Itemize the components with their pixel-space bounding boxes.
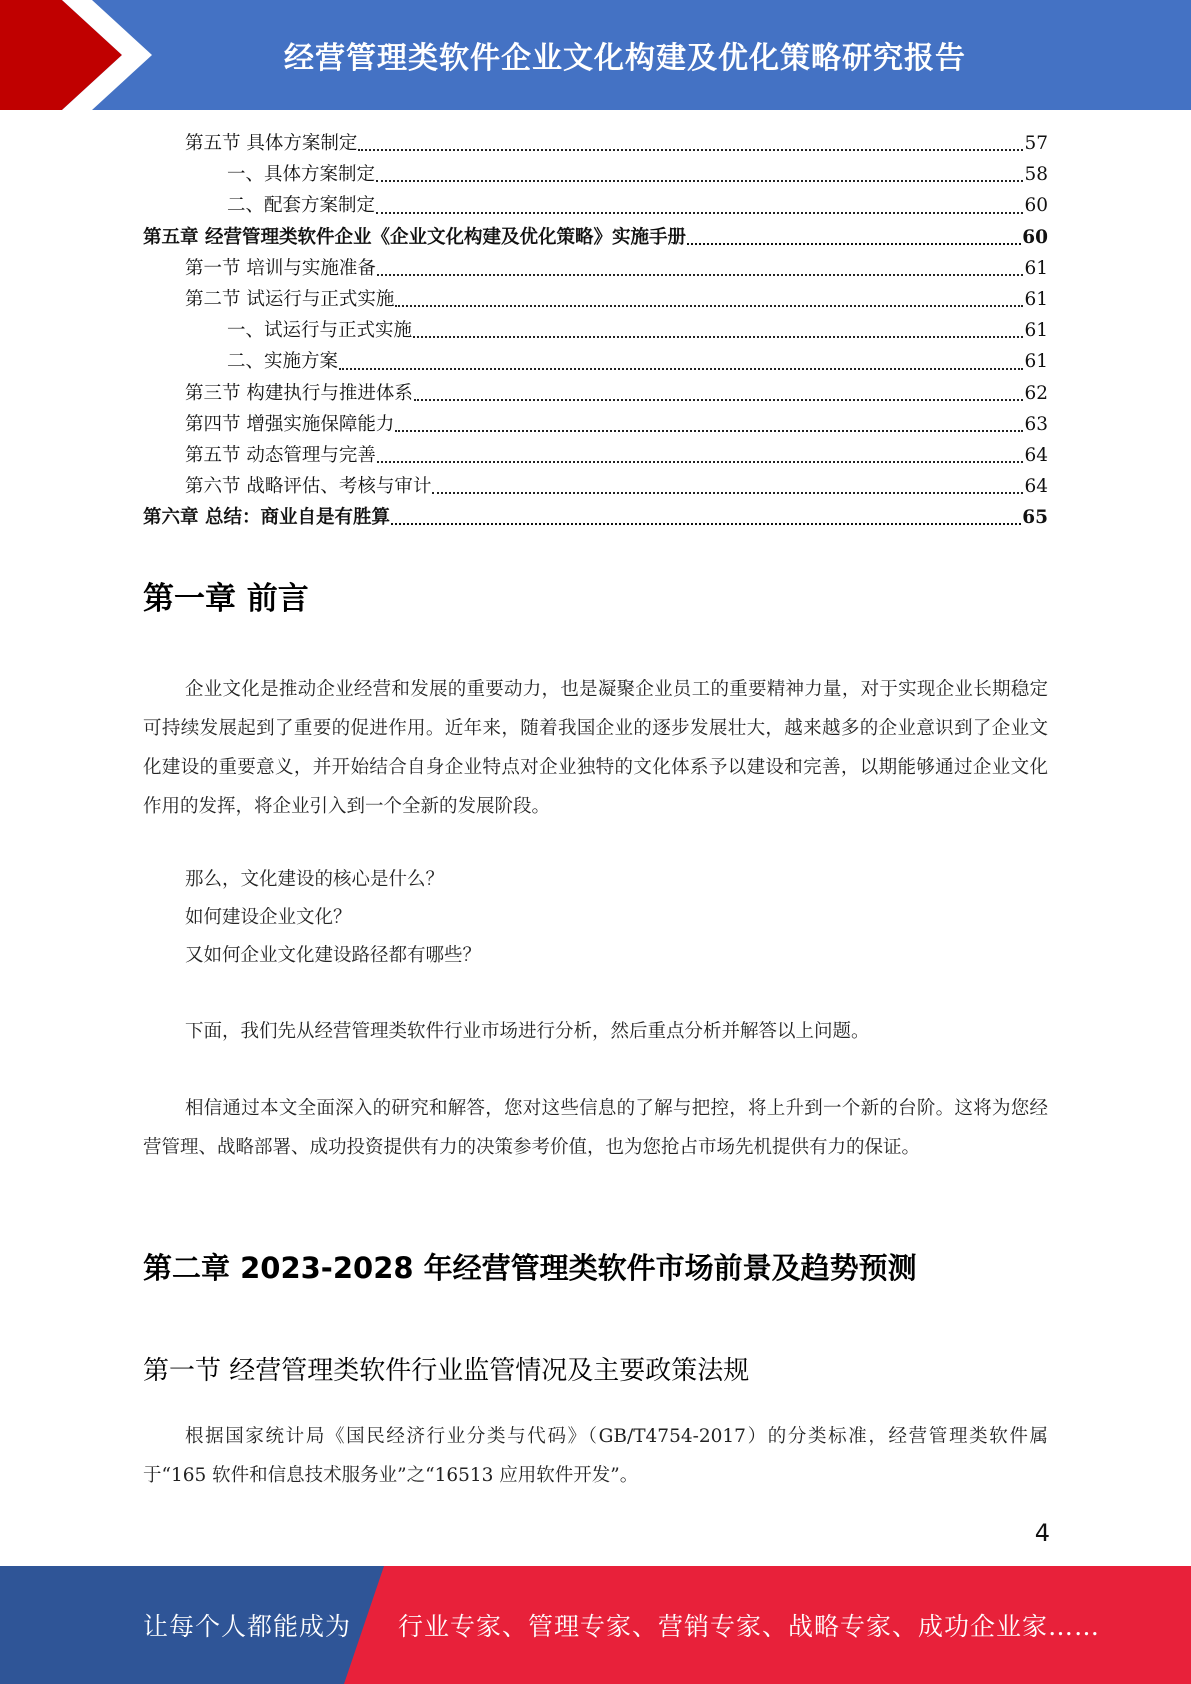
toc-entry-label: 第二节 试运行与正式实施: [185, 288, 395, 310]
toc-leader: [395, 430, 1023, 432]
section-heading: 第一节 经营管理类软件行业监管情况及主要政策法规: [143, 1356, 750, 1386]
toc-leader: [376, 212, 1023, 214]
body-paragraph: 根据国家统计局《国民经济行业分类与代码》（GB/T4754-2017）的分类标准，经营管理类软件属于“165 软件和信息技术服务业”之“16513 应用软件开发”。: [143, 1426, 1048, 1486]
toc-entry[interactable]: [143, 315, 1048, 346]
footer-slogan-left: 让每个人都能成为: [143, 1612, 352, 1641]
toc-entry-label: 第五章 经营管理类软件企业《企业文化构建及优化策略》实施手册: [143, 226, 686, 248]
toc-entry-label: 一、具体方案制定: [227, 164, 376, 186]
toc-entry[interactable]: [143, 346, 1048, 377]
toc-entry-page: 60: [1024, 195, 1048, 217]
toc-entry-label: 第四节 增强实施保障能力: [185, 413, 395, 435]
toc-entry-label: 二、实施方案: [227, 351, 339, 373]
toc-leader: [358, 149, 1023, 151]
chapter-heading: 第二章 2023-2028 年经营管理类软件市场前景及趋势预测: [143, 1251, 917, 1285]
table-of-contents: [143, 128, 1048, 533]
toc-entry[interactable]: [143, 253, 1048, 284]
toc-entry-page: 62: [1024, 382, 1048, 404]
toc-leader: [395, 305, 1023, 307]
toc-entry[interactable]: [143, 409, 1048, 440]
toc-entry[interactable]: [143, 222, 1048, 253]
toc-entry[interactable]: [143, 440, 1048, 471]
toc-entry-label: 二、配套方案制定: [227, 195, 376, 217]
toc-entry-page: 64: [1024, 476, 1048, 498]
toc-leader: [687, 243, 1021, 245]
page-header: [0, 0, 1191, 110]
toc-entry-label: 第六章 总结：商业自是有胜算: [143, 507, 390, 529]
toc-entry-page: 61: [1024, 257, 1048, 279]
toc-leader: [413, 336, 1023, 338]
toc-leader: [414, 399, 1024, 401]
toc-entry-label: 第一节 培训与实施准备: [185, 257, 376, 279]
toc-entry[interactable]: [143, 190, 1048, 221]
toc-entry[interactable]: [143, 284, 1048, 315]
toc-entry-label: 一、试运行与正式实施: [227, 320, 413, 342]
toc-entry-label: 第五节 动态管理与完善: [185, 444, 376, 466]
body-paragraph: 下面，我们先从经营管理类软件行业市场进行分析，然后重点分析并解答以上问题。: [185, 1021, 870, 1042]
toc-entry-label: 第六节 战略评估、考核与审计: [185, 476, 432, 498]
toc-leader: [432, 492, 1023, 494]
toc-entry-page: 58: [1024, 164, 1048, 186]
body-paragraph: 相信通过本文全面深入的研究和解答，您对这些信息的了解与把控，将上升到一个新的台阶。这将为您经营管理、战略部署、成功投资提供有力的决策参考价值，也为您抢占市场先机提供有力的保证。: [143, 1098, 1048, 1158]
toc-leader: [339, 368, 1023, 370]
toc-entry[interactable]: [143, 128, 1048, 159]
toc-entry-page: 65: [1022, 507, 1048, 529]
toc-entry-page: 63: [1024, 413, 1048, 435]
toc-entry-label: 第五节 具体方案制定: [185, 133, 358, 154]
toc-entry-page: 64: [1024, 444, 1048, 466]
page-footer: [0, 1566, 1191, 1684]
toc-entry[interactable]: [143, 471, 1048, 502]
page-number: 4: [1034, 1519, 1050, 1547]
toc-entry-page: 61: [1024, 320, 1048, 342]
toc-entry-label: 第三节 构建执行与推进体系: [185, 382, 413, 404]
footer-slogan-right: 行业专家、管理专家、营销专家、战略专家、成功企业家……: [398, 1612, 1101, 1641]
toc-leader: [377, 274, 1024, 276]
toc-entry-page: 61: [1024, 351, 1048, 373]
toc-leader: [377, 461, 1024, 463]
chapter-heading: 第一章 前言: [143, 581, 309, 617]
toc-leader: [376, 180, 1023, 182]
toc-entry-page: 61: [1024, 288, 1048, 310]
toc-entry-page: 60: [1022, 226, 1048, 248]
toc-entry[interactable]: [143, 502, 1048, 533]
question-line: 那么，文化建设的核心是什么？: [185, 869, 445, 890]
question-line: 又如何企业文化建设路径都有哪些？: [185, 945, 482, 966]
question-line: 如何建设企业文化？: [185, 907, 352, 928]
document-title: 经营管理类软件企业文化构建及优化策略研究报告: [284, 41, 966, 76]
body-paragraph: 企业文化是推动企业经营和发展的重要动力，也是凝聚企业员工的重要精神力量，对于实现企业长期稳定可持续发展起到了重要的促进作用。近年来，随着我国企业的逐步发展壮大，越来越多的企业意识到了企业文化建设的重要意义，并开始结合自身企业特点对企业独特的文化体系予以建设和完善，以期能够通过企业文化作用的发挥，将企业引入到一个全新的发展阶段。: [143, 679, 1048, 817]
toc-leader: [391, 523, 1021, 525]
toc-entry[interactable]: [143, 159, 1048, 190]
toc-entry-page: 57: [1024, 133, 1048, 154]
toc-entry[interactable]: [143, 378, 1048, 409]
